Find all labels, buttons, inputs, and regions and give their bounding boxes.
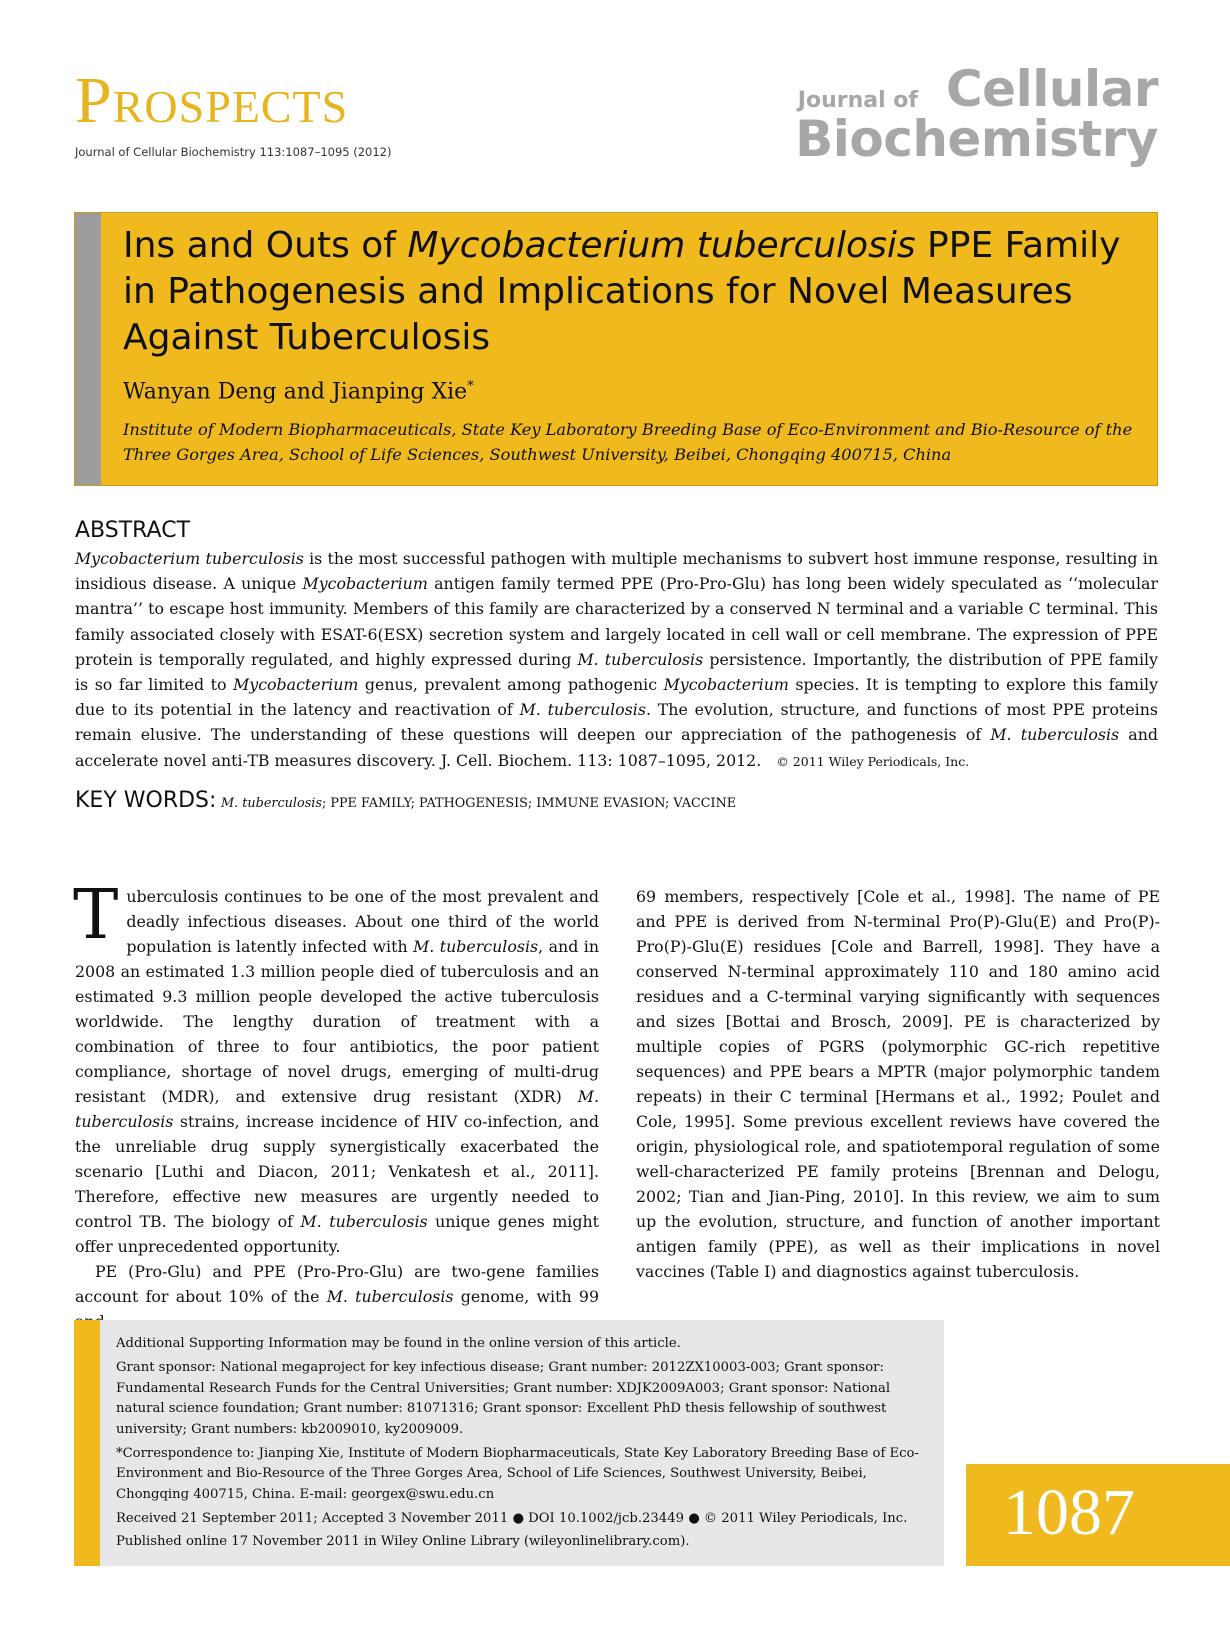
abstract-text-italic: M. tuberculosis: [519, 700, 646, 720]
body-paragraph: 69 members, respectively [Cole et al., 1998]. The name of PE and PPE is derived from N-terminal Pro(P)-Glu(E) and Pro(P)-Pro(P)-Glu(E) residues [Cole and Barrell, 1998]. They have a conserved N-terminal approximately 110 and 180 amino acid residues and a C-terminal varying significantly with sequences and sizes [Bottai and Brosch, 2009]. PE is characterized by multiple copies of PGRS (polymorphic GC-rich repetitive sequences) and PPE bears a MPTR (major polymorphic tandem repeats) in their C terminal [Hermans et al., 1992; Poulet and Cole, 1995]. Some previous excellent reviews have covered the origin, physiological role, and spatiotemporal regulation of some well-characterized PE family proteins [Brennan and Delogu, 2002; Tian and Jian-Ping, 2010]. In this review, we aim to sum up the evolution, structure, and function of another important antigen family (PPE), as well as their implications in novel vaccines (Table I) and diagnostics against tuberculosis.: [636, 887, 1160, 1281]
supporting-info: Additional Supporting Information may be found in the online version of this article.: [116, 1336, 681, 1351]
footnote-accent-bar: [74, 1320, 100, 1566]
body-paragraph: [73, 876, 599, 1259]
body-text: genome, with 99: [460, 1287, 599, 1306]
body-text-italic: M. tuberculosis: [326, 1287, 454, 1306]
published-online: Published online 17 November 2011 in Wiley Online Library (wileyonlinelibrary.com).: [116, 1533, 690, 1549]
body-text: PE (Pro-Glu) and PPE (Pro-Pro-Glu) are two-gene families account for about 10% of the: [75, 1262, 599, 1306]
body-text: strains, increase incidence of HIV co-infection, and the unreliable drug supply synergistically exacerbated the scenario [Luthi and Diacon, 2011; Venkatesh et al., 2011]. Therefore, effective new measures are urgently needed to control TB. The biology of: [75, 1112, 599, 1231]
affiliation: Institute of Modern Biopharmaceuticals, State Key Laboratory Breeding Base of Eco-Environment and Bio-Resource of the Three Gorges Area, School of Life Sciences, Southwest University, Beibei, Chongqing 400715, China: [123, 420, 1133, 464]
authors: [123, 379, 474, 404]
abstract-text-italic: Mycobacterium: [233, 675, 359, 695]
section-label: Prospects: [75, 64, 349, 137]
abstract-copyright: © 2011 Wiley Periodicals, Inc.: [776, 753, 970, 769]
journal-logo-cellular: Cellular: [945, 60, 1158, 118]
abstract-text: genus, prevalent among pathogenic: [358, 675, 664, 695]
abstract-text: is the most successful pathogen with multiple mechanisms to subvert host immune response, resulting in insidious disease. A unique: [75, 549, 1158, 594]
abstract-text-italic: Mycobacterium: [663, 675, 789, 695]
bullet-icon: ●: [688, 1511, 700, 1527]
body-column-left: [73, 876, 599, 1334]
abstract-heading: ABSTRACT: [75, 518, 191, 543]
keywords-heading: KEY WORDS:: [75, 788, 217, 813]
journal-logo-journal-of: Journal of: [797, 88, 918, 113]
page-number: 1087: [1003, 1476, 1135, 1549]
body-text: , and in 2008 an estimated 1.3 million people died of tuberculosis and an estimated 9.3 million people developed the active tuberculosis worldwide. The lengthy duration of treatment with a combination of three to four antibiotics, the poor patient compliance, shortage of novel drugs, emerging of multi-drug resistant (MDR), and extensive drug resistant (XDR): [75, 937, 599, 1106]
author-names: Wanyan Deng and Jianping Xie: [123, 379, 468, 405]
abstract-text: persistence. Importantly, the distribution of PPE family is so far limited to: [75, 649, 1158, 695]
body-column-right: [636, 884, 1160, 1284]
abstract-text-italic: M. tuberculosis: [990, 725, 1120, 745]
title-accent-bar: [75, 213, 101, 485]
publication-dates: [116, 1509, 926, 1529]
drop-cap: T: [73, 876, 119, 955]
corresponding-mark: *: [467, 379, 474, 394]
title-text-start: Ins and Outs of: [123, 225, 408, 266]
journal-logo-biochemistry: Biochemistry: [795, 110, 1158, 168]
keyword-italic: M. tuberculosis: [221, 796, 322, 811]
grant-info: Grant sponsor: National megaproject for key infectious disease; Grant number: 2012ZX10003-003; Grant sponsor: Fundamental Research Funds for the Central Universities; Grant number: XDJK2009A003; Grant sponsor: National natural science foundation; Grant number: 81071316; Grant sponsor: Excellent PhD thesis fellowship of southwest university; Grant numbers: kb2009010, ky2009009.: [116, 1360, 891, 1437]
journal-citation: Journal of Cellular Biochemistry 113:1087–1095 (2012): [75, 145, 392, 159]
doi: DOI 10.1002/jcb.23449: [528, 1511, 684, 1527]
abstract-text: antigen family termed PPE (Pro-Pro-Glu) has long been widely speculated as ‘‘molecular mantra’’ to escape host immunity. Members of this family are characterized by a conserved N terminal and a variable C terminal. This family associated closely with ESAT-6(ESX) secretion system and largely located in cell wall or cell membrane. The expression of PPE protein is temporally regulated, and highly expressed during: [75, 574, 1158, 669]
footnote-box: [74, 1320, 944, 1566]
body-text: uberculosis continues to be one of the most prevalent and deadly infectious diseases. About one third of the world population is latently infected with: [126, 887, 599, 956]
body-text-italic: M. tuberculosis: [300, 1212, 428, 1231]
abstract-body: [75, 546, 1158, 774]
received-accepted: Received 21 September 2011; Accepted 3 November 2011: [116, 1511, 509, 1527]
correspondence: *Correspondence to: Jianping Xie, Institute of Modern Biopharmaceuticals, State Key Laboratory Breeding Base of Eco-Environment and Bio-Resource of the Three Gorges Area, School of Life Sciences, Southwest University, Beibei, Chongqing 400715, China. E-mail: georgex@swu.edu.cn: [116, 1446, 919, 1502]
article-title: [123, 223, 1133, 361]
body-text-italic: M. tuberculosis: [413, 937, 539, 956]
footnote-content: [116, 1334, 926, 1556]
keywords-text: ; PPE FAMILY; PATHOGENESIS; IMMUNE EVASION; VACCINE: [321, 796, 737, 811]
page-number-box: [966, 1464, 1230, 1566]
body-text-italic: M. tuberculosis: [75, 1087, 599, 1131]
abstract-text-italic: Mycobacterium: [302, 574, 428, 594]
keywords-list: [221, 796, 736, 811]
abstract-text: species. It is tempting to explore this family due to its potential in the latency and reactivation of: [75, 675, 1158, 720]
body-text: unique genes might offer unprecedented opportunity.: [75, 1212, 599, 1256]
abstract-text: . The evolution, structure, and functions of most PPE proteins remain elusive. The understanding of these questions will deepen our appreciation of the pathogenesis of: [75, 700, 1158, 745]
footer-copyright: © 2011 Wiley Periodicals, Inc.: [703, 1511, 908, 1527]
abstract-text-italic: Mycobacterium tuberculosis: [75, 549, 304, 568]
bullet-icon: ●: [512, 1511, 524, 1527]
abstract-text: and accelerate novel anti-TB measures discovery. J. Cell. Biochem. 113: 1087–1095, 2012.: [75, 725, 1159, 770]
title-text-end: PPE Family in Pathogenesis and Implications for Novel Measures Against Tuberculosis: [123, 225, 1121, 358]
title-block: [74, 212, 1158, 486]
title-text-italic: Mycobacterium tuberculosis: [407, 225, 916, 266]
abstract-text-italic: M. tuberculosis: [577, 649, 704, 669]
